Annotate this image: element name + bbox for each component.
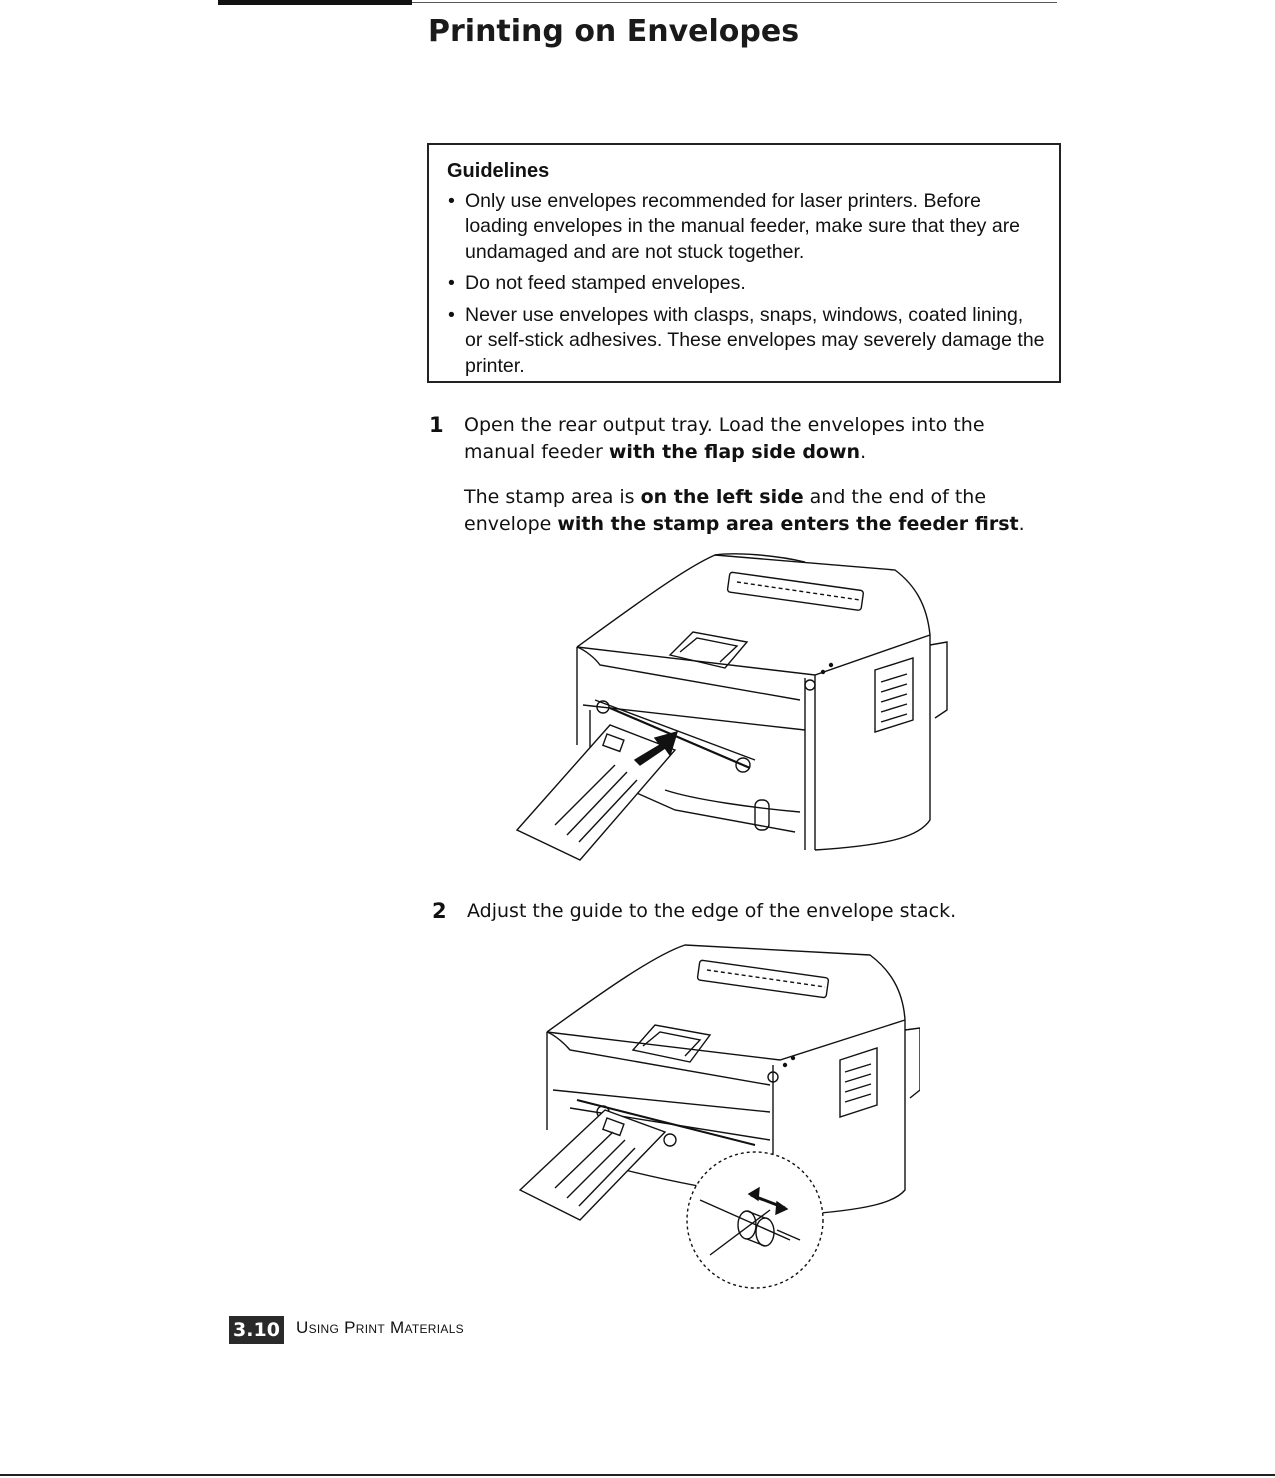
step-number: 1	[429, 413, 444, 437]
section-footer: Using Print Materials	[296, 1318, 464, 1337]
guideline-text: Never use envelopes with clasps, snaps, windows, coated lining, or self-stick adhesives. These envelopes may severely damage the printer.	[465, 303, 1045, 377]
printer-envelope-loading-illustration	[515, 550, 950, 865]
step-1-note-a: The stamp area is	[464, 486, 641, 508]
guidelines-list	[447, 189, 1045, 380]
guidelines-box	[427, 143, 1061, 383]
bullet-icon: •	[448, 272, 455, 294]
step-1-emphasis: with the flap side down	[608, 441, 861, 463]
header-rule-thin	[412, 2, 1057, 3]
step-2-instruction: Adjust the guide to the edge of the envelope stack.	[467, 900, 957, 922]
guideline-item	[447, 189, 1045, 266]
bottom-rule	[0, 1474, 1275, 1476]
guideline-text: Do not feed stamped envelopes.	[465, 272, 746, 294]
step-1-note-emphasis-2: with the stamp area enters the feeder first	[557, 513, 1019, 535]
guidelines-heading: Guidelines	[447, 160, 550, 182]
bullet-icon: •	[448, 189, 455, 212]
step-1-instruction	[464, 412, 1054, 466]
step-1-text-c: .	[860, 441, 867, 463]
header-rule-thick	[218, 0, 412, 5]
bullet-icon: •	[448, 303, 455, 326]
step-number: 2	[432, 899, 447, 923]
printer-guide-adjustment-illustration	[515, 940, 920, 1290]
step-1-note	[464, 484, 1064, 538]
guideline-item	[447, 303, 1045, 380]
page-title: Printing on Envelopes	[428, 14, 800, 49]
step-1-note-c: and the end of the envelope	[464, 486, 987, 535]
guideline-text: Only use envelopes recommended for laser printers. Before loading envelopes in the manual feeder, make sure that they are undamaged and are not stuck together.	[465, 189, 1021, 263]
step-1-note-e: .	[1018, 513, 1025, 535]
step-1-text-a: Open the rear output tray. Load the envelopes into the manual feeder	[464, 414, 985, 463]
page-number-badge: 3.10	[229, 1316, 284, 1344]
step-1-note-emphasis-1: on the left side	[640, 486, 804, 508]
guideline-item	[447, 271, 1041, 297]
